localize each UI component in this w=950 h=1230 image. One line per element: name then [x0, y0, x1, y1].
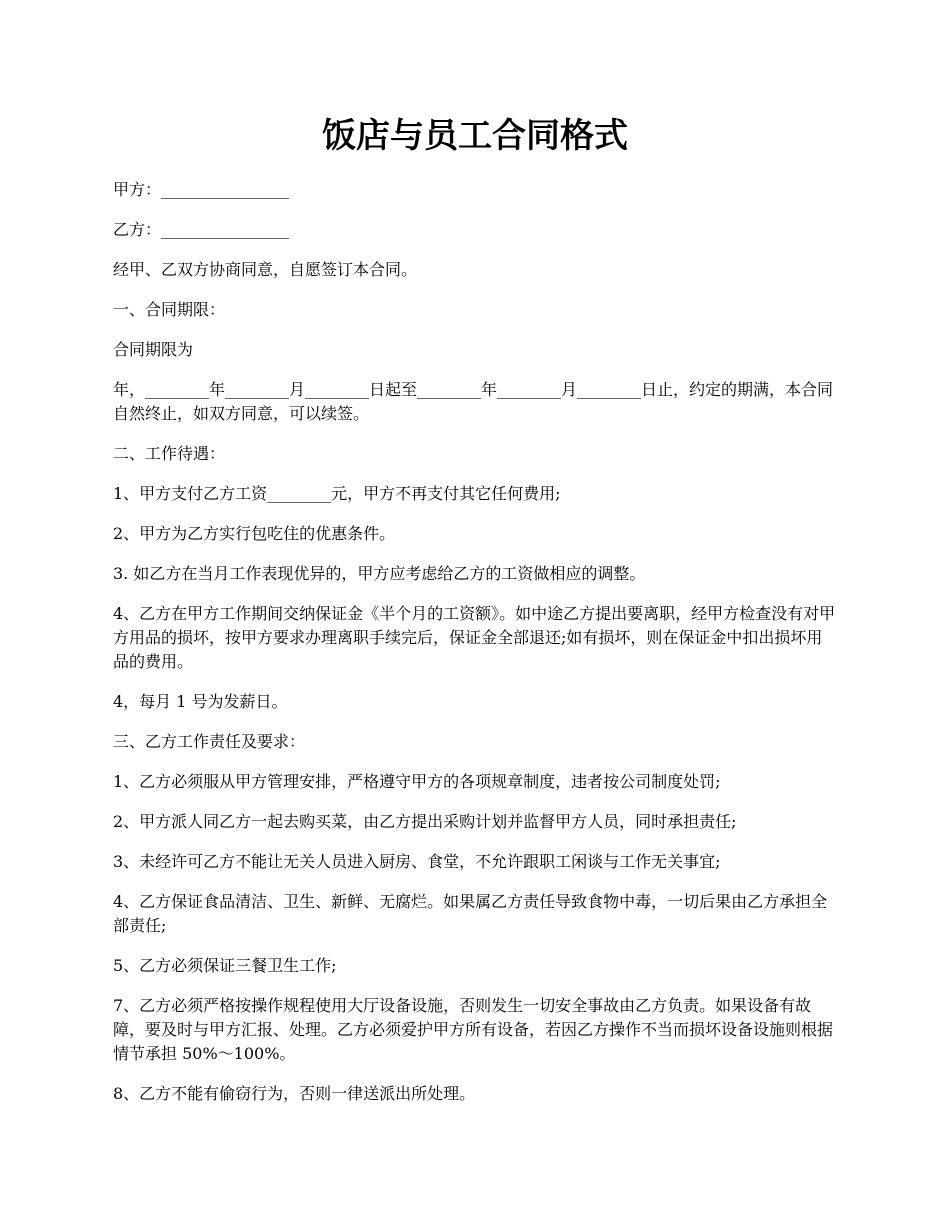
paragraph: 5、乙方必须保证三餐卫生工作; — [113, 956, 337, 975]
paragraph: 7、乙方必须严格按操作规程使用大厅设备设施，否则发生一切安全事故由乙方负责。如果设备有故障，要及时与甲方汇报、处理。乙方必须爱护甲方所有设备，若因乙方操作不当而损坏设备设施则根据情节承担 50%～100%。 — [113, 996, 834, 1063]
paragraph: 2、甲方为乙方实行包吃住的优惠条件。 — [113, 524, 396, 543]
section-heading: 一、合同期限： — [113, 300, 226, 319]
paragraph: 3、未经许可乙方不能让无关人员进入厨房、食堂，不允许跟职工闲谈与工作无关事宜; — [113, 852, 721, 871]
paragraph: 合同期限为 — [113, 340, 194, 359]
paragraph: 4，每月 1 号为发薪日。 — [113, 692, 288, 711]
paragraph: 4、乙方保证食品清洁、卫生、新鲜、无腐烂。如果属乙方责任导致食物中毒，一切后果由乙方承担全部责任; — [113, 892, 828, 935]
paragraph: 8、乙方不能有偷窃行为，否则一律送派出所处理。 — [113, 1084, 476, 1103]
paragraph: 3. 如乙方在当月工作表现优异的，甲方应考虑给乙方的工资做相应的调整。 — [113, 564, 646, 583]
party-a-line: 甲方：________________ — [113, 180, 290, 199]
paragraph: 2、甲方派人同乙方一起去购买菜，由乙方提出采购计划并监督甲方人员，同时承担责任; — [113, 812, 737, 831]
agreement-intro: 经甲、乙双方协商同意，自愿签订本合同。 — [113, 260, 418, 279]
paragraph: 1、甲方支付乙方工资________元，甲方不再支付其它任何费用; — [113, 484, 561, 503]
paragraph: 1、乙方必须服从甲方管理安排，严格遵守甲方的各项规章制度，违者按公司制度处罚; — [113, 772, 721, 791]
section-heading: 二、工作待遇： — [113, 444, 226, 463]
section-heading: 三、乙方工作责任及要求： — [113, 732, 306, 751]
paragraph: 4、乙方在甲方工作期间交纳保证金《半个月的工资额》。如中途乙方提出要离职，经甲方检查没有对甲方用品的损坏，按甲方要求办理离职手续完后，保证金全部退还;如有损坏，则在保证金中扣出损坏用品的费用。 — [113, 604, 836, 671]
party-b-line: 乙方：________________ — [113, 220, 290, 239]
document-body — [113, 178, 838, 1122]
document-title: 饭店与员工合同格式 — [322, 116, 628, 156]
paragraph: 年，________年________月________日起至________年________月________日止，约定的期满，本合同自然终止，如双方同意，可以续签。 — [113, 380, 834, 423]
